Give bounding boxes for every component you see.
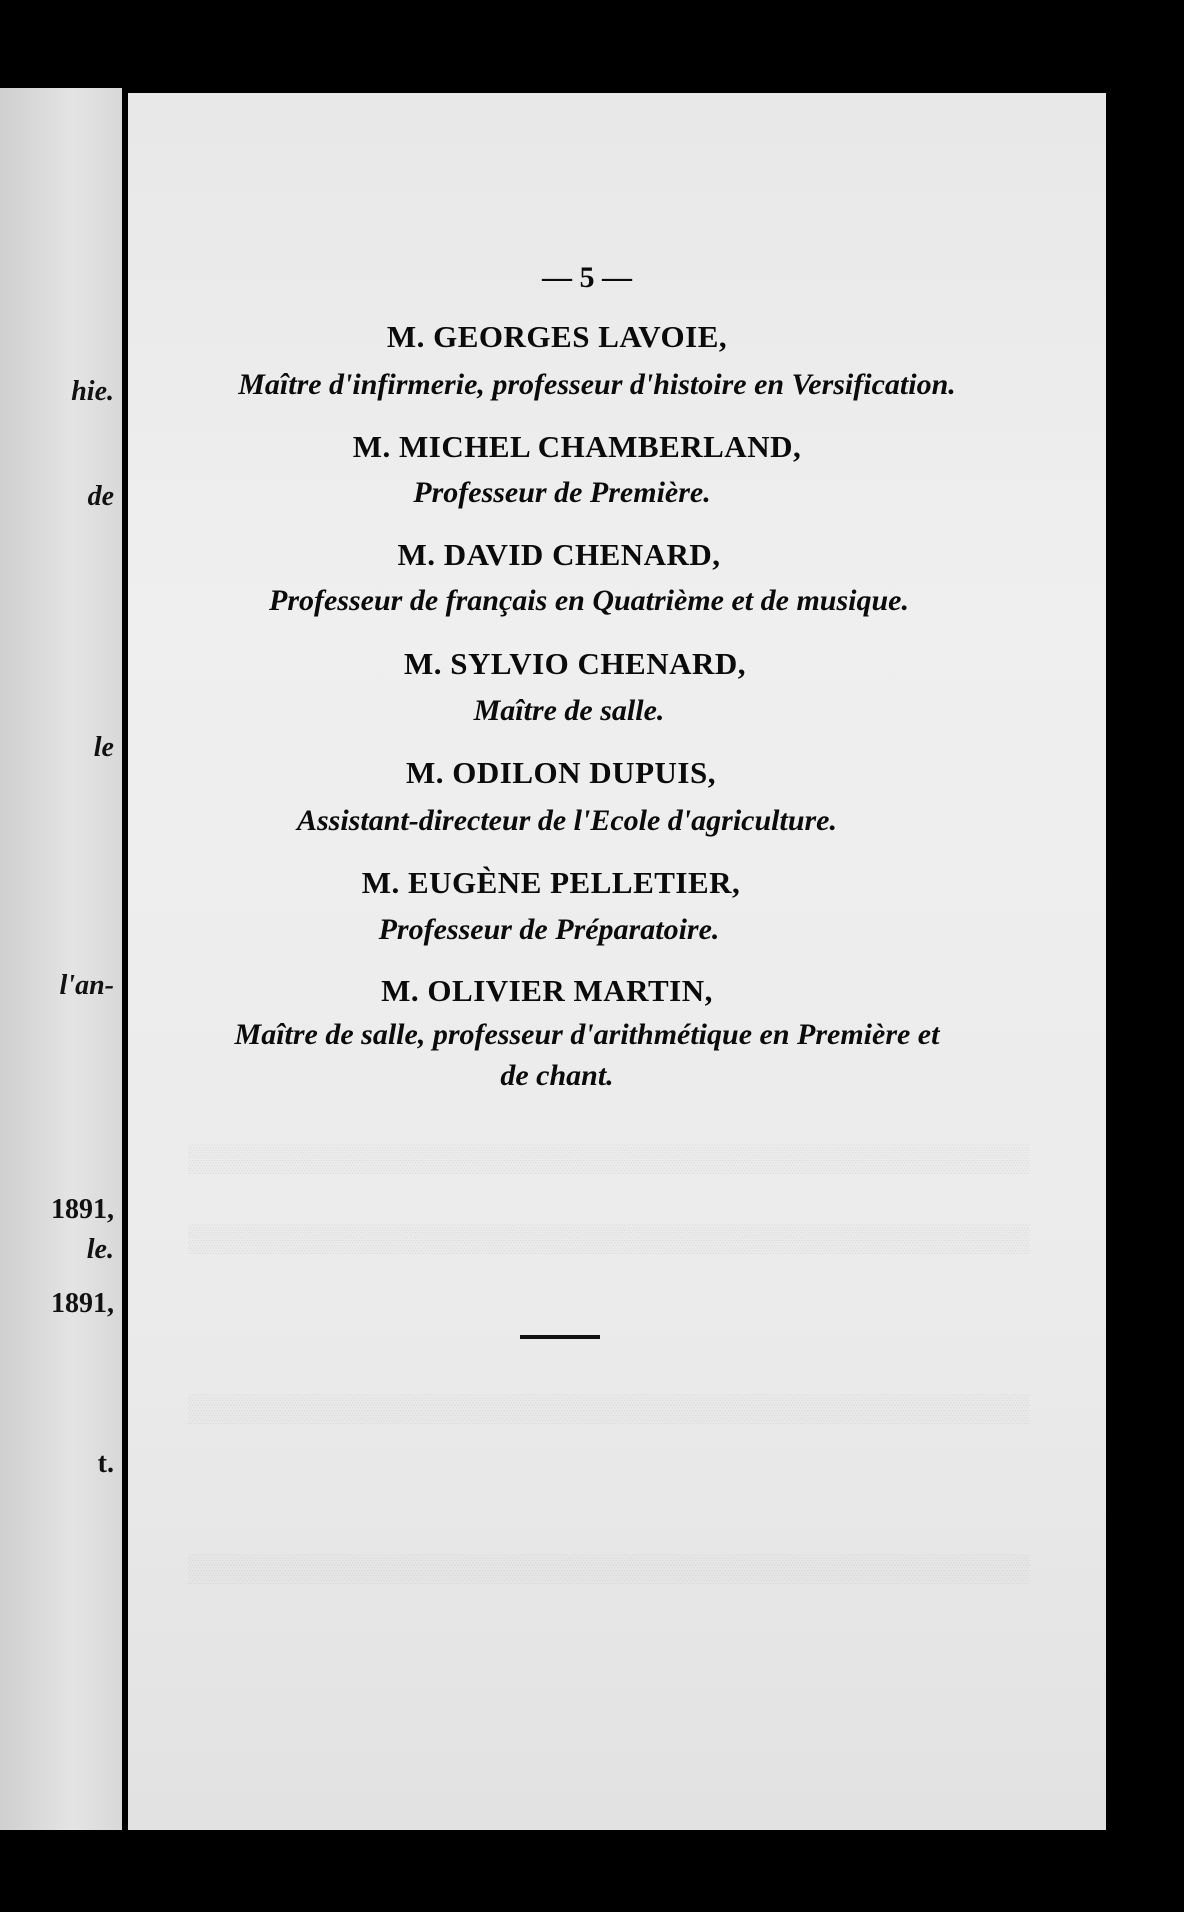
bleed-through-texture: ▒▒▒▒▒▒▒▒▒▒▒▒▒▒▒▒▒▒▒▒▒▒▒▒▒▒▒▒▒▒▒▒▒▒▒▒▒▒▒▒▒▒▒▒: [188, 1393, 1030, 1423]
staff-role: Professeur de français en Quatrième et de musique.: [269, 584, 909, 617]
staff-role: Professeur de Préparatoire.: [378, 913, 720, 946]
left-fragment: 1891,: [51, 1288, 114, 1319]
staff-name: M. MICHEL CHAMBERLAND,: [352, 429, 802, 464]
left-fragment: 1891,: [51, 1194, 114, 1225]
staff-role: de chant.: [500, 1059, 614, 1092]
bleed-through-texture: ▒▒▒▒▒▒▒▒▒▒▒▒▒▒▒▒▒▒▒▒▒▒▒▒▒▒▒▒▒▒▒▒▒▒▒▒▒▒▒▒▒▒▒▒: [188, 1553, 1030, 1583]
left-fragment: l'an-: [59, 970, 114, 1001]
bleed-through-texture: ▒▒▒▒▒▒▒▒▒▒▒▒▒▒▒▒▒▒▒▒▒▒▒▒▒▒▒▒▒▒▒▒▒▒▒▒▒▒▒▒▒▒▒▒: [188, 1223, 1030, 1253]
left-fragment: le.: [86, 1234, 114, 1265]
staff-name: M. GEORGES LAVOIE,: [386, 319, 728, 354]
staff-name: M. DAVID CHENARD,: [397, 537, 721, 572]
left-fragment: t.: [97, 1448, 114, 1479]
left-fragment: hie.: [71, 376, 114, 407]
staff-name: M. ODILON DUPUIS,: [406, 755, 716, 790]
staff-name: M. EUGÈNE PELLETIER,: [361, 865, 741, 900]
left-fragment: le: [93, 732, 114, 763]
document-page: [128, 93, 1106, 1830]
staff-role: Assistant-directeur de l'Ecole d'agriculture.: [296, 804, 837, 837]
staff-name: M. OLIVIER MARTIN,: [381, 973, 713, 1008]
staff-role: Maître de salle.: [473, 694, 665, 727]
left-fragment: de: [87, 481, 114, 512]
section-divider: [520, 1335, 600, 1339]
bleed-through-texture: ▒▒▒▒▒▒▒▒▒▒▒▒▒▒▒▒▒▒▒▒▒▒▒▒▒▒▒▒▒▒▒▒▒▒▒▒▒▒▒▒▒▒▒▒: [188, 1143, 1030, 1173]
staff-role: Maître de salle, professeur d'arithmétique en Première et: [234, 1018, 940, 1051]
page-number: — 5 —: [542, 261, 632, 294]
facing-page-edge: [0, 88, 122, 1830]
staff-name: M. SYLVIO CHENARD,: [403, 646, 746, 681]
staff-role: Professeur de Première.: [413, 476, 711, 509]
staff-role: Maître d'infirmerie, professeur d'histoire en Versification.: [238, 368, 956, 401]
